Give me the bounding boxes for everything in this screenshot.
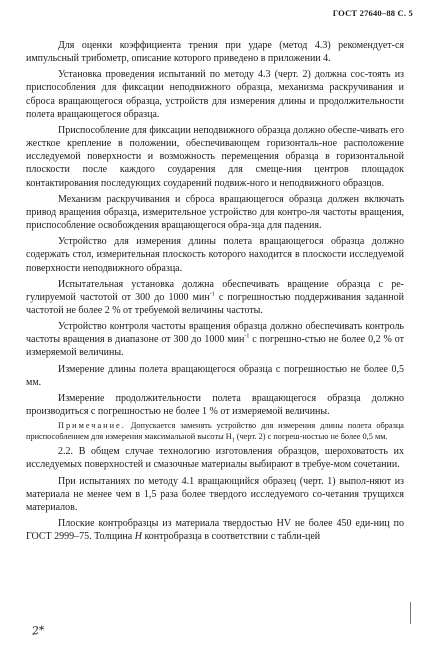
paragraph: Измерение продолжительности полета вращающегося образца должно производиться с погрешностью не более 1 % от измеряемой величины. (26, 392, 404, 418)
subscript: 1 (231, 437, 235, 444)
note (26, 421, 404, 442)
text-run: с погрешно-стью не более 0,2 % от измеряемой величины. (26, 334, 405, 359)
text-run: Допускается заменять устройство для измерения длины полета образца приспособлением для измерения максимальной высоты H (26, 421, 404, 441)
text-run: (черт. 2) с погреш-ностью не более 0,5 мм. (234, 431, 388, 441)
paragraph (26, 320, 404, 359)
text-run: с погрешностью поддерживания заданной частотой не более 2 % от требуемой величины частоты. (26, 291, 404, 316)
paragraph: 2.2. В общем случае технологию изготовления образцов, шероховатость их исследуемых поверхностей и смазочные материалы выбирают в требуе-мом сочетании. (26, 446, 404, 471)
text-run: Плоские контробразцы из материала твердостью HV не более 450 еди-ниц по ГОСТ 2999–75. Толщина (26, 518, 404, 543)
margin-mark (410, 602, 411, 624)
paragraph: Установка проведения испытаний по методу 4.3 (черт. 2) должна сос-тоять из приспособления для фиксации неподвижного образца, механизма раскручивания и сброса вращающегося образца, устройств для измерения длины и продолжительности полета вращающегося образца. (26, 69, 404, 120)
paragraph: Устройство для измерения длины полета вращающегося образца должно содержать стол, измерительная плоскость которого находится в плоскости исследуемой поверхности неподвижного образца. (26, 236, 404, 274)
superscript: -1 (209, 291, 215, 298)
italic-symbol: H (134, 531, 142, 543)
text-run: Испытательная установка должна обеспечивать вращение образца с ре-гулируемой частотой от 300 до 1000 мин (26, 278, 404, 303)
paragraph: Приспособление для фиксации неподвижного образца должно обеспе-чивать его жесткое крепление в положении, обеспечивающем горизонталь-ное расположение исследуемой поверхности и возможность перемещения образца в горизонтальной плоскости после каждого соударения для смеще-ния центров площадок контактирования последующих соударений подвиж-ного и неподвижного образцов. (26, 124, 404, 189)
text-run: Устройство контроля частоты вращения образца должно обеспечивать контроль частоты вращения в диапазоне от 300 до 1000 мин (26, 321, 404, 346)
superscript: -1 (244, 333, 250, 340)
handwritten-mark: 2* (31, 623, 46, 638)
paragraph: При испытаниях по методу 4.1 вращающийся образец (черт. 1) выпол-няют из материала не менее чем в 1,5 раза более твердого исследуемого со-четания трущихся материалов. (26, 475, 404, 513)
paragraph (26, 278, 404, 317)
page-header: ГОСТ 27640–88 С. 5 (332, 8, 413, 18)
paragraph: Механизм раскручивания и сброса вращающегося образца должен включать привод вращения образца, измерительное устройство для контро-ля частоты вращения, приспособление освобождения вращающегося обра-зца для падения. (26, 193, 404, 232)
paragraph: Измерение длины полета вращающегося образца с погрешностью не более 0,5 мм. (26, 363, 404, 388)
paragraph: Для оценки коэффициента трения при ударе (метод 4.3) рекомендует-ся импульсный трибометр, описание которого приведено в приложении 4. (26, 40, 404, 65)
paragraph (26, 517, 404, 543)
text-run: контробразца в соответствии с табли-цей (141, 531, 321, 543)
note-label: Примечание. (58, 421, 126, 431)
body-text (26, 39, 404, 546)
